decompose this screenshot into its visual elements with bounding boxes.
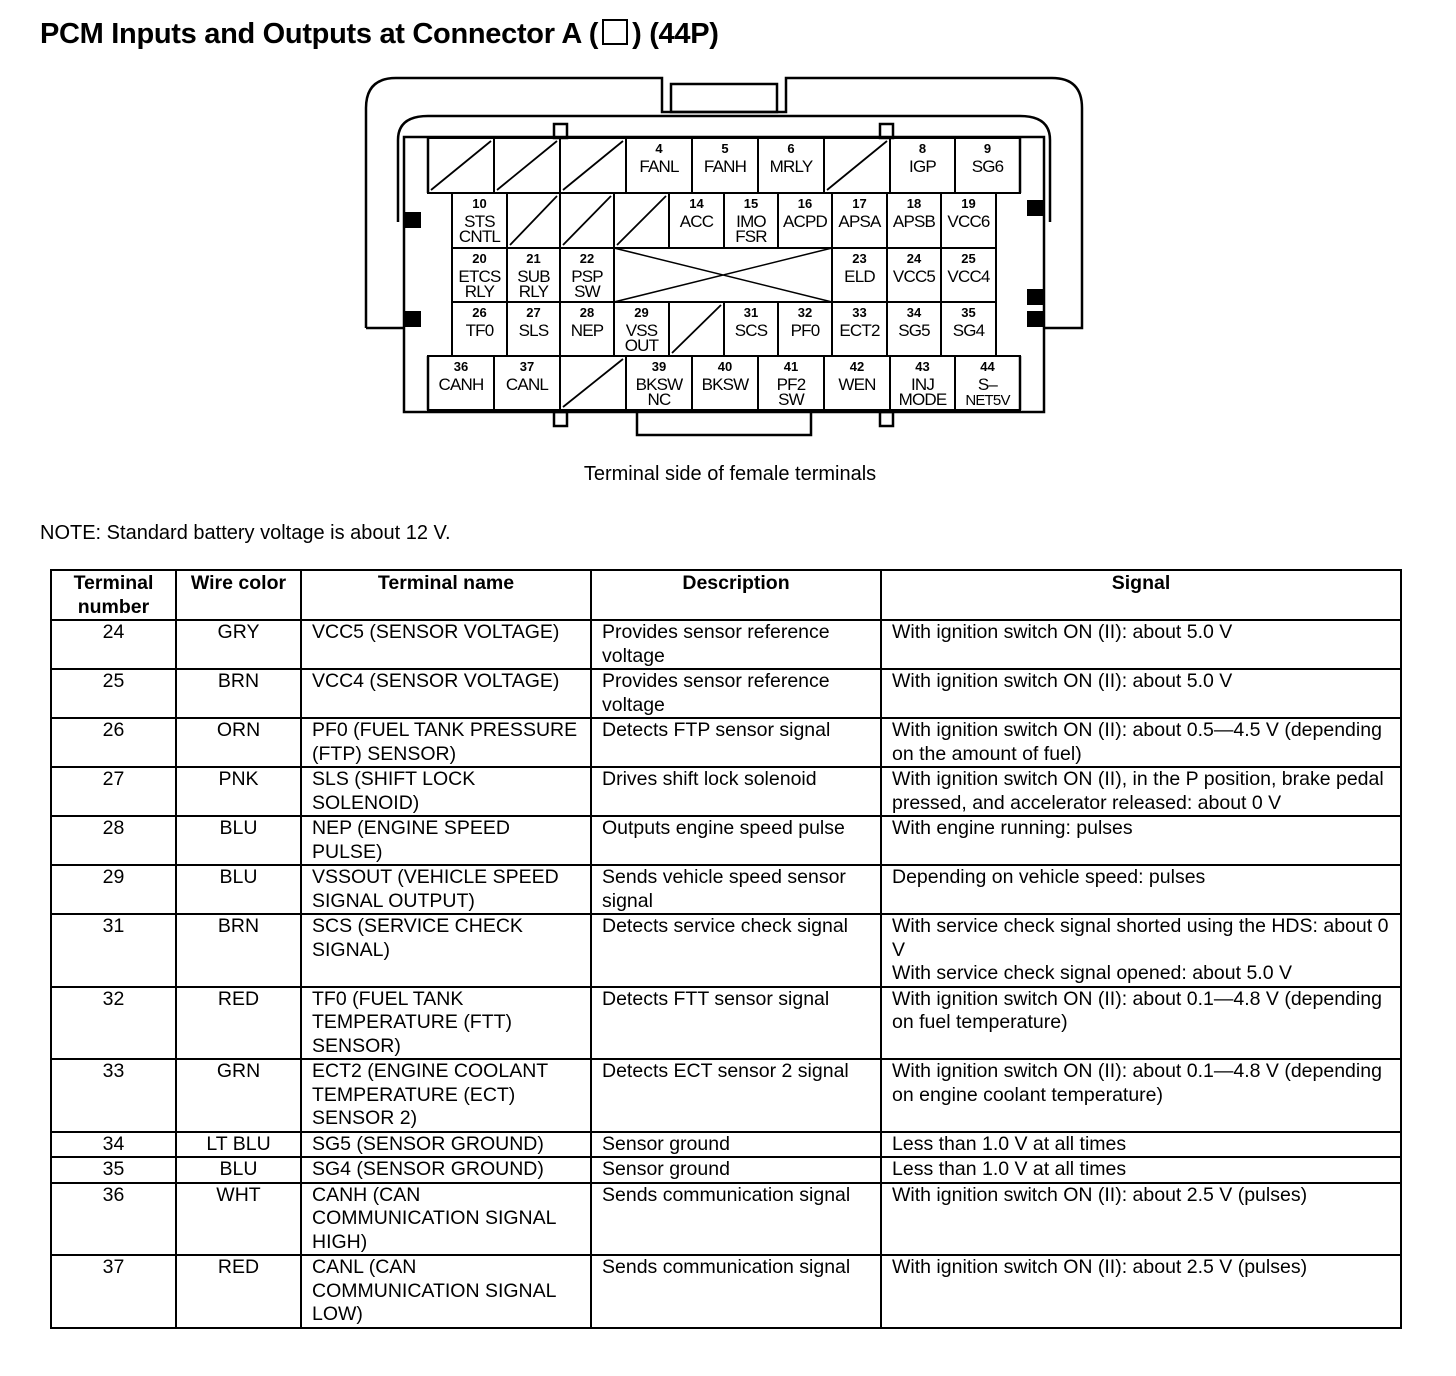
description-cell: Sends communication signal (591, 1255, 881, 1328)
terminal-number-cell: 37 (51, 1255, 176, 1328)
terminal-number-cell: 33 (51, 1059, 176, 1132)
column-header: Terminal number (51, 570, 176, 620)
terminal-number: 5 (721, 141, 729, 156)
description-cell: Drives shift lock solenoid (591, 767, 881, 816)
terminal-name-cell: CANL (CAN COMMUNICATION SIGNAL LOW) (301, 1255, 591, 1328)
terminal-label: VCC4 (947, 267, 990, 286)
connector-bottom-tab (637, 412, 811, 435)
unused-terminal-slash (497, 141, 557, 190)
terminal-number: 35 (961, 305, 976, 320)
unused-terminal-slash (827, 141, 887, 190)
terminal-number: 17 (852, 196, 867, 211)
terminal-table (50, 569, 1402, 1329)
wire-color-cell: LT BLU (176, 1132, 301, 1158)
terminal-label: OUT (624, 336, 659, 355)
terminal-name-cell: VSSOUT (VEHICLE SPEED SIGNAL OUTPUT) (301, 865, 591, 914)
connector-guide (554, 412, 567, 426)
terminal-name-cell: SG5 (SENSOR GROUND) (301, 1132, 591, 1158)
terminal-number: 41 (783, 359, 799, 374)
terminal-number: 24 (906, 251, 922, 266)
terminal-number: 44 (980, 359, 995, 374)
table-row (51, 1157, 1401, 1183)
terminal-label: VCC6 (947, 212, 990, 231)
unused-terminal-slash (510, 196, 557, 245)
terminal-number: 39 (651, 359, 667, 374)
terminal-number-cell: 25 (51, 669, 176, 718)
terminal-number: 10 (472, 196, 487, 211)
terminal-number-cell: 35 (51, 1157, 176, 1183)
wire-color-cell: PNK (176, 767, 301, 816)
terminal-label: SUB (517, 267, 550, 286)
wire-color-cell: GRY (176, 620, 301, 669)
terminal-number: 26 (472, 305, 487, 320)
connector-key (1027, 311, 1043, 327)
column-header: Terminal name (301, 570, 591, 620)
description-cell: Provides sensor reference voltage (591, 620, 881, 669)
terminal-number: 18 (906, 196, 922, 211)
wire-color-cell: RED (176, 987, 301, 1060)
connector-key (405, 212, 421, 228)
table-row (51, 1132, 1401, 1158)
terminal-label: RLY (464, 282, 495, 301)
terminal-label: PSP (571, 267, 603, 286)
signal-cell: With ignition switch ON (II): about 0.1—4.8 V (depending on engine coolant temperature) (881, 1059, 1401, 1132)
wire-color-cell: BLU (176, 1157, 301, 1183)
table-row (51, 816, 1401, 865)
terminal-number: 27 (526, 305, 541, 320)
terminal-name-cell: SCS (SERVICE CHECK SIGNAL) (301, 914, 591, 987)
table-row (51, 767, 1401, 816)
table-row (51, 1255, 1401, 1328)
terminal-label: PF0 (790, 321, 820, 340)
signal-cell: With ignition switch ON (II), in the P position, brake pedal pressed, and accelerator released: about 0 V (881, 767, 1401, 816)
terminal-label: STS (464, 212, 495, 231)
terminal-number: 37 (519, 359, 535, 374)
terminal-number-cell: 27 (51, 767, 176, 816)
terminal-number-cell: 26 (51, 718, 176, 767)
diagram-caption: Terminal side of female terminals (583, 463, 877, 485)
description-cell: Sends vehicle speed sensor signal (591, 865, 881, 914)
terminal-label: ACC (679, 212, 714, 231)
wire-color-cell: RED (176, 1255, 301, 1328)
terminal-label: WEN (838, 375, 876, 394)
terminal-name-cell: VCC5 (SENSOR VOLTAGE) (301, 620, 591, 669)
terminal-label: ELD (844, 267, 875, 286)
terminal-label: SG6 (971, 157, 1004, 176)
terminal-label: VCC5 (892, 267, 936, 286)
signal-cell: Depending on vehicle speed: pulses (881, 865, 1401, 914)
terminal-label: SCS (734, 321, 768, 340)
note: NOTE: Standard battery voltage is about 12 V. (40, 522, 451, 544)
wire-color-cell: BRN (176, 669, 301, 718)
table-row (51, 914, 1401, 987)
terminal-label: CANH (438, 375, 484, 394)
terminal-number-cell: 29 (51, 865, 176, 914)
terminal-number: 6 (787, 141, 795, 156)
terminal-number: 21 (526, 251, 541, 266)
terminal-number-cell: 32 (51, 987, 176, 1060)
signal-cell: Less than 1.0 V at all times (881, 1132, 1401, 1158)
terminal-label: BKSW (635, 375, 683, 394)
terminal-label: ECT2 (839, 321, 880, 340)
description-cell: Sends communication signal (591, 1183, 881, 1256)
terminal-label: TF0 (465, 321, 494, 340)
terminal-number: 4 (655, 141, 663, 156)
terminal-name-cell: VCC4 (SENSOR VOLTAGE) (301, 669, 591, 718)
terminal-number: 40 (717, 359, 733, 374)
terminal-number-cell: 34 (51, 1132, 176, 1158)
unused-terminal-slash (563, 141, 623, 190)
terminal-label: SW (574, 282, 600, 301)
terminal-name-cell: SLS (SHIFT LOCK SOLENOID) (301, 767, 591, 816)
terminal-number: 20 (472, 251, 487, 266)
terminal-number: 15 (743, 196, 759, 211)
terminal-number: 19 (961, 196, 976, 211)
terminal-number: 25 (961, 251, 976, 266)
terminal-number: 31 (743, 305, 759, 320)
signal-cell: With engine running: pulses (881, 816, 1401, 865)
terminal-label: ACPD (782, 212, 828, 231)
terminal-number: 9 (983, 141, 992, 156)
terminal-number: 34 (906, 305, 922, 320)
description-cell: Detects ECT sensor 2 signal (591, 1059, 881, 1132)
column-header: Wire color (176, 570, 301, 620)
terminal-label: VSS (625, 321, 658, 340)
terminal-label: IMO (736, 212, 766, 231)
blocked-terminal-area (614, 248, 832, 302)
unused-terminal-slash (563, 359, 623, 407)
signal-cell: Less than 1.0 V at all times (881, 1157, 1401, 1183)
terminal-name-cell: PF0 (FUEL TANK PRESSURE (FTP) SENSOR) (301, 718, 591, 767)
description-cell: Detects service check signal (591, 914, 881, 987)
description-cell: Provides sensor reference voltage (591, 669, 881, 718)
page-title: PCM Inputs and Outputs at Connector A ( ) (44P) (40, 18, 719, 50)
signal-cell: With ignition switch ON (II): about 2.5 V (pulses) (881, 1255, 1401, 1328)
terminal-number: 36 (453, 359, 469, 374)
terminal-number: 16 (797, 196, 813, 211)
wire-color-cell: BRN (176, 914, 301, 987)
terminal-label: FSR (735, 227, 767, 246)
unused-terminal-slash (672, 305, 721, 353)
wire-color-cell: WHT (176, 1183, 301, 1256)
terminal-number: 14 (689, 196, 704, 211)
terminal-number: 42 (849, 359, 865, 374)
terminal-label: APSB (892, 212, 936, 231)
terminal-number: 43 (915, 359, 930, 374)
terminal-name-cell: NEP (ENGINE SPEED PULSE) (301, 816, 591, 865)
terminal-label: SW (778, 390, 804, 409)
wire-color-cell: BLU (176, 816, 301, 865)
terminal-number: 8 (918, 141, 927, 156)
table-row (51, 1183, 1401, 1256)
description-cell: Sensor ground (591, 1132, 881, 1158)
terminal-number: 29 (634, 305, 649, 320)
terminal-label: NC (647, 390, 671, 409)
table-header-row (51, 570, 1401, 620)
description-cell: Detects FTT sensor signal (591, 987, 881, 1060)
terminal-name-cell: TF0 (FUEL TANK TEMPERATURE (FTT) SENSOR) (301, 987, 591, 1060)
terminal-number: 32 (797, 305, 813, 320)
connector-guide (880, 412, 893, 426)
connector-symbol-icon (602, 19, 628, 45)
terminal-label: PF2 (776, 375, 806, 394)
wire-color-cell: BLU (176, 865, 301, 914)
terminal-label: SLS (518, 321, 549, 340)
terminal-number-cell: 31 (51, 914, 176, 987)
terminal-number-cell: 28 (51, 816, 176, 865)
terminal-label: NEP (570, 321, 604, 340)
table-row (51, 718, 1401, 767)
terminal-label: BKSW (701, 375, 749, 394)
terminal-label: NET5V (965, 392, 1010, 409)
unused-terminal-slash (617, 196, 666, 245)
terminal-number: 22 (579, 251, 595, 266)
terminal-label: MRLY (769, 157, 813, 176)
terminal-label: FANH (703, 157, 747, 176)
terminal-label: RLY (518, 282, 549, 301)
terminal-label: CANL (505, 375, 549, 394)
wire-color-cell: ORN (176, 718, 301, 767)
connector-key (405, 311, 421, 327)
unused-terminal-slash (431, 141, 491, 190)
terminal-number: 23 (852, 251, 867, 266)
unused-terminal-slash (563, 196, 611, 245)
table-row (51, 987, 1401, 1060)
terminal-label: APSA (838, 212, 881, 231)
signal-cell: With ignition switch ON (II): about 0.5—4.5 V (depending on the amount of fuel) (881, 718, 1401, 767)
terminal-label: ETCS (458, 267, 501, 286)
terminal-number-cell: 24 (51, 620, 176, 669)
table-row (51, 865, 1401, 914)
terminal-name-cell: ECT2 (ENGINE COOLANT TEMPERATURE (ECT) SENSOR 2) (301, 1059, 591, 1132)
terminal-number: 33 (852, 305, 867, 320)
description-cell: Sensor ground (591, 1157, 881, 1183)
terminal-name-cell: SG4 (SENSOR GROUND) (301, 1157, 591, 1183)
terminal-label: IGP (909, 157, 936, 176)
signal-cell: With ignition switch ON (II): about 5.0 V (881, 620, 1401, 669)
terminal-label: S– (977, 375, 998, 394)
terminal-label: CNTL (458, 227, 501, 246)
terminal-label: INJ (910, 375, 935, 394)
terminal-label: MODE (898, 390, 947, 409)
column-header: Description (591, 570, 881, 620)
description-cell: Detects FTP sensor signal (591, 718, 881, 767)
description-cell: Outputs engine speed pulse (591, 816, 881, 865)
signal-cell: With ignition switch ON (II): about 5.0 V (881, 669, 1401, 718)
signal-cell: With service check signal shorted using the HDS: about 0 V With service check signal opened: about 5.0 V (881, 914, 1401, 987)
connector-latch (671, 84, 777, 112)
terminal-number-cell: 36 (51, 1183, 176, 1256)
connector-key (1027, 200, 1043, 216)
terminal-label: SG5 (898, 321, 930, 340)
table-row (51, 1059, 1401, 1132)
terminal-number: 28 (579, 305, 595, 320)
wire-color-cell: GRN (176, 1059, 301, 1132)
table-row (51, 669, 1401, 718)
column-header: Signal (881, 570, 1401, 620)
terminal-label: SG4 (952, 321, 985, 340)
table-row (51, 620, 1401, 669)
terminal-label: FANL (639, 157, 679, 176)
connector-key (1027, 289, 1043, 305)
signal-cell: With ignition switch ON (II): about 0.1—4.8 V (depending on fuel temperature) (881, 987, 1401, 1060)
terminal-name-cell: CANH (CAN COMMUNICATION SIGNAL HIGH) (301, 1183, 591, 1256)
connector-diagram (0, 70, 1456, 450)
signal-cell: With ignition switch ON (II): about 2.5 V (pulses) (881, 1183, 1401, 1256)
